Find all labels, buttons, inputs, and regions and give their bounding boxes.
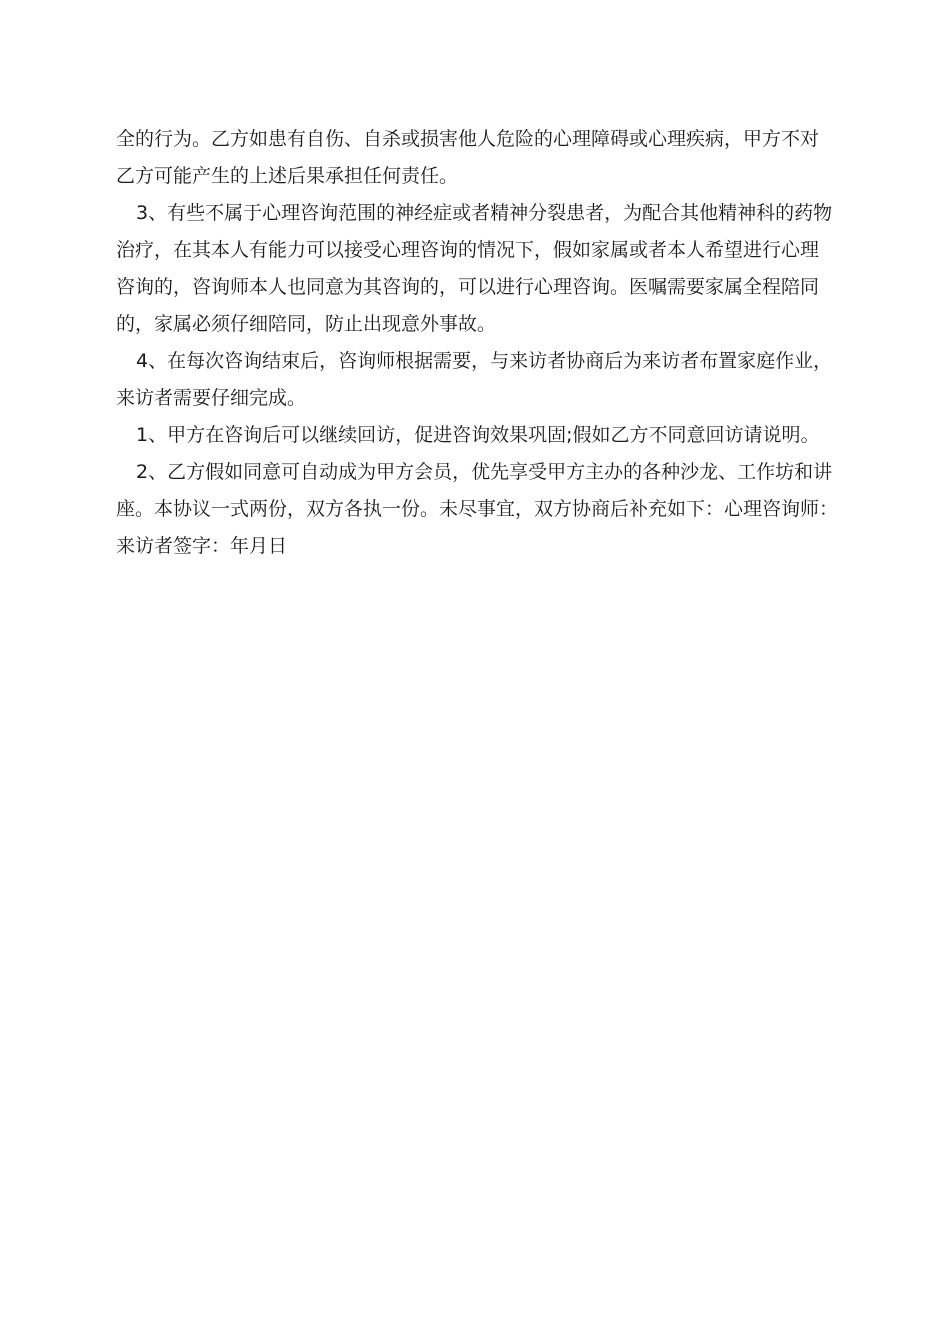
paragraph-item-4 (116, 343, 844, 417)
paragraph-continuation (116, 121, 844, 195)
text-line: 2、乙方假如同意可自动成为甲方会员，优先享受甲方主办的各种沙龙、工作坊和讲 (136, 461, 833, 483)
document-body (116, 121, 844, 565)
text-line: 1、甲方在咨询后可以继续回访，促进咨询效果巩固;假如乙方不同意回访请说明。 (136, 424, 820, 446)
paragraph-followup-2 (116, 454, 844, 565)
signature-line: 来访者签字：年月日 (116, 535, 288, 557)
text-line: 乙方可能产生的上述后果承担任何责任。 (116, 165, 459, 187)
text-line: 座。本协议一式两份，双方各执一份。未尽事宜，双方协商后补充如下：心理咨询师： (116, 498, 839, 520)
paragraph-item-3 (116, 195, 844, 343)
text-line: 3、有些不属于心理咨询范围的神经症或者精神分裂患者，为配合其他精神科的药物 (136, 202, 833, 224)
text-line: 咨询的，咨询师本人也同意为其咨询的，可以进行心理咨询。医嘱需要家属全程陪同 (116, 276, 820, 298)
text-line: 治疗，在其本人有能力可以接受心理咨询的情况下，假如家属或者本人希望进行心理 (116, 239, 820, 261)
paragraph-followup-1 (116, 417, 844, 454)
text-line: 全的行为。乙方如患有自伤、自杀或损害他人危险的心理障碍或心理疾病，甲方不对 (116, 128, 820, 150)
text-line: 的，家属必须仔细陪同，防止出现意外事故。 (116, 313, 497, 335)
text-line: 4、在每次咨询结束后，咨询师根据需要，与来访者协商后为来访者布置家庭作业， (136, 350, 833, 372)
text-line: 来访者需要仔细完成。 (116, 387, 307, 409)
